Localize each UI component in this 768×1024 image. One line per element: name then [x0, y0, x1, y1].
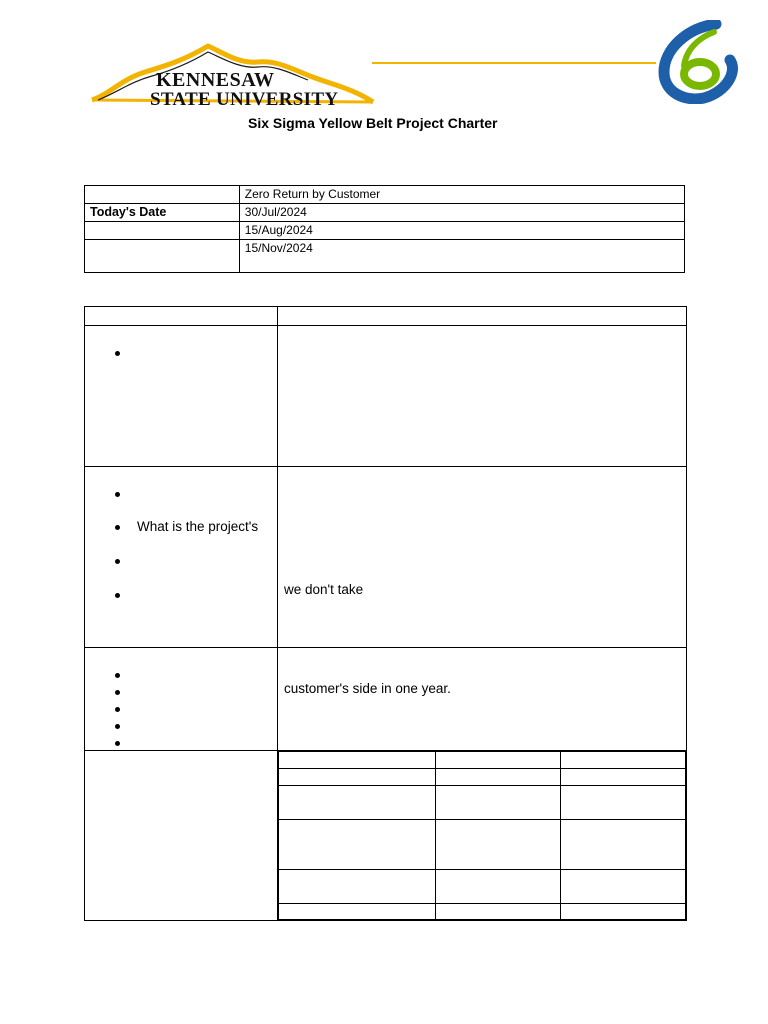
table-row	[85, 751, 687, 921]
start-date-label	[85, 222, 240, 240]
milestone-grid	[278, 751, 686, 920]
kennesaw-state-logo	[90, 42, 380, 114]
table-row	[85, 204, 685, 222]
section2-left	[85, 467, 278, 648]
table-row	[85, 307, 687, 326]
table-row	[85, 648, 687, 751]
table-row	[85, 222, 685, 240]
section3-left	[85, 648, 278, 751]
section3-right-text: customer's side in one year.	[284, 681, 451, 696]
table-row	[85, 240, 685, 273]
project-name-value: Zero Return by Customer	[239, 186, 684, 204]
todays-date-label: Today's Date	[85, 204, 240, 222]
table-row	[279, 752, 686, 769]
charter-header-left	[85, 307, 278, 326]
section3-right	[278, 648, 687, 751]
section4-right	[278, 751, 687, 921]
logo-text-line2: STATE UNIVERSITY	[150, 89, 339, 110]
charter-table	[84, 306, 687, 921]
table-row	[279, 786, 686, 820]
table-row	[85, 467, 687, 648]
table-row	[279, 769, 686, 786]
table-row	[279, 820, 686, 870]
section1-right	[278, 326, 687, 467]
section2-bullet-text: What is the project's	[137, 519, 259, 534]
table-row	[279, 870, 686, 904]
section2-right-text: we don't take	[284, 582, 364, 597]
todays-date-value: 30/Jul/2024	[239, 204, 684, 222]
six-sigma-logo-icon	[656, 20, 740, 104]
project-name-label	[85, 186, 240, 204]
end-date-value: 15/Nov/2024	[239, 240, 684, 273]
charter-header-right	[278, 307, 687, 326]
section4-left	[85, 751, 278, 921]
header-divider	[372, 62, 656, 64]
logo-text-line1: KENNESAW	[156, 69, 275, 91]
table-row	[85, 326, 687, 467]
section1-left	[85, 326, 278, 467]
section2-right	[278, 467, 687, 648]
page-title: Six Sigma Yellow Belt Project Charter	[248, 115, 498, 131]
table-row	[279, 904, 686, 920]
project-info-table	[84, 185, 685, 273]
table-row	[85, 186, 685, 204]
start-date-value: 15/Aug/2024	[239, 222, 684, 240]
end-date-label	[85, 240, 240, 273]
